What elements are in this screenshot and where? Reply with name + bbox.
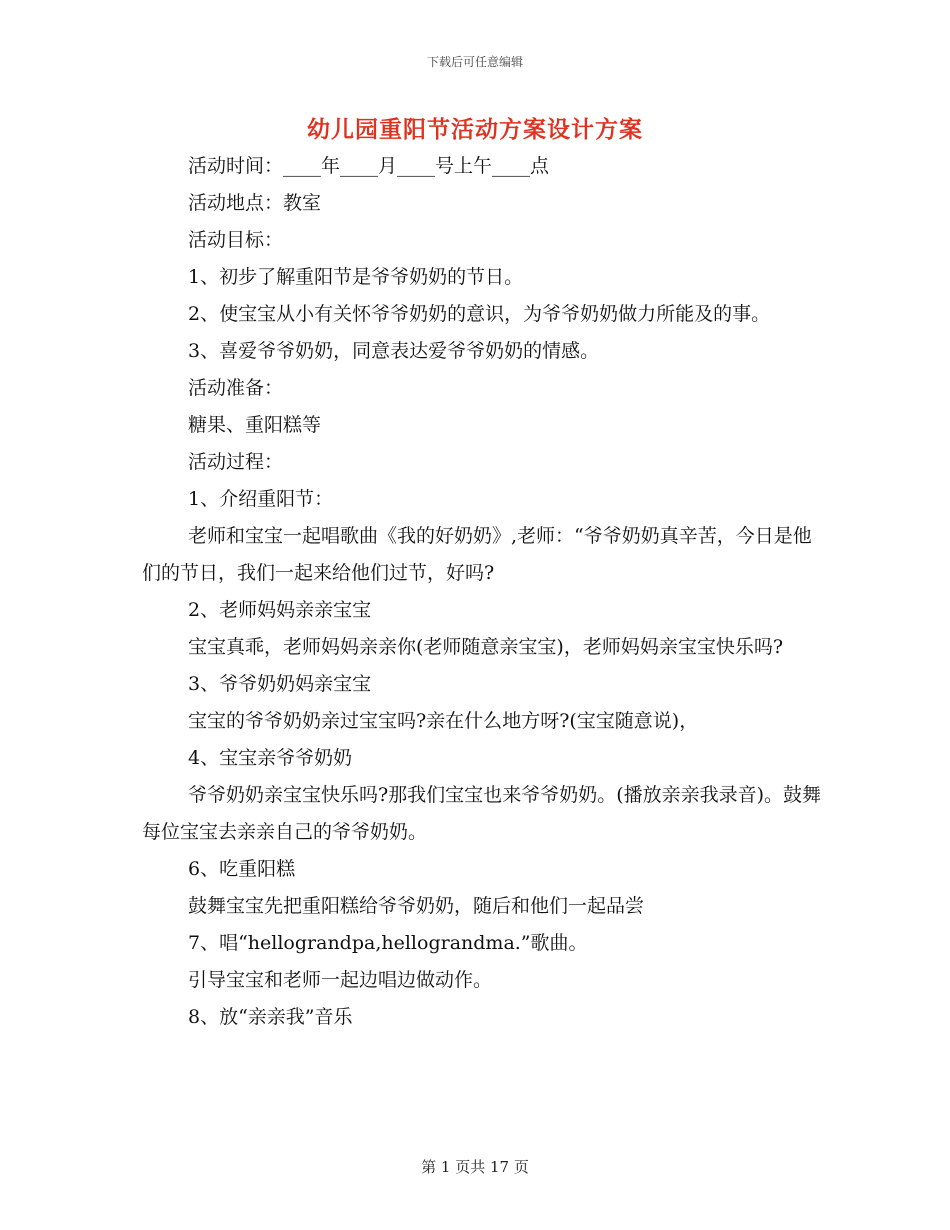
paragraph-step-1: 1、介绍重阳节：	[188, 488, 334, 510]
paragraph-step-8: 8、放“亲亲我”音乐	[188, 1006, 353, 1028]
paragraph-step-3-detail: 宝宝的爷爷奶奶亲过宝宝吗?亲在什么地方呀?(宝宝随意说)，	[188, 710, 699, 732]
paragraph-step-7-detail: 引导宝宝和老师一起边唱边做动作。	[188, 969, 493, 991]
document-body	[142, 148, 822, 1036]
paragraph-step-4: 4、宝宝亲爷爷奶奶	[188, 747, 353, 769]
paragraph-process-heading: 活动过程：	[188, 451, 284, 473]
paragraph-goal-1: 1、初步了解重阳节是爷爷奶奶的节日。	[188, 266, 524, 288]
paragraph-activity-goals-heading: 活动目标：	[188, 229, 284, 251]
paragraph-step-6-detail: 鼓舞宝宝先把重阳糕给爷爷奶奶，随后和他们一起品尝	[188, 895, 645, 917]
paragraph-preparation-items: 糖果、重阳糕等	[188, 414, 322, 436]
paragraph-step-6: 6、吃重阳糕	[188, 858, 296, 880]
paragraph-step-4-detail: 爷爷奶奶亲宝宝快乐吗?那我们宝宝也来爷爷奶奶。(播放亲亲我录音)。鼓舞每位宝宝去亲亲自己的爷爷奶奶。	[142, 784, 822, 843]
paragraph-step-3: 3、爷爷奶奶妈亲宝宝	[188, 673, 372, 695]
header-note: 下载后可任意编辑	[426, 55, 523, 69]
paragraph-activity-time: 活动时间：____年____月____号上午____点	[188, 155, 550, 177]
document-title: 幼儿园重阳节活动方案设计方案	[307, 116, 643, 143]
paragraph-step-2-detail: 宝宝真乖，老师妈妈亲亲你(老师随意亲宝宝)，老师妈妈亲宝宝快乐吗?	[188, 636, 784, 658]
paragraph-preparation-heading: 活动准备：	[188, 377, 284, 399]
paragraph-goal-2: 2、使宝宝从小有关怀爷爷奶奶的意识，为爷爷奶奶做力所能及的事。	[188, 303, 771, 325]
page-footer: 第 1 页共 17 页	[421, 1158, 529, 1176]
paragraph-step-1-detail: 老师和宝宝一起唱歌曲《我的好奶奶》,老师：“爷爷奶奶真辛苦，今日是他们的节日，我们一起来给他们过节，好吗?	[142, 525, 812, 584]
paragraph-step-7: 7、唱“hellograndpa,hellograndma.”歌曲。	[188, 932, 588, 954]
paragraph-step-2: 2、老师妈妈亲亲宝宝	[188, 599, 372, 621]
paragraph-activity-location: 活动地点：教室	[188, 192, 322, 214]
paragraph-goal-3: 3、喜爱爷爷奶奶，同意表达爱爷爷奶奶的情感。	[188, 340, 600, 362]
